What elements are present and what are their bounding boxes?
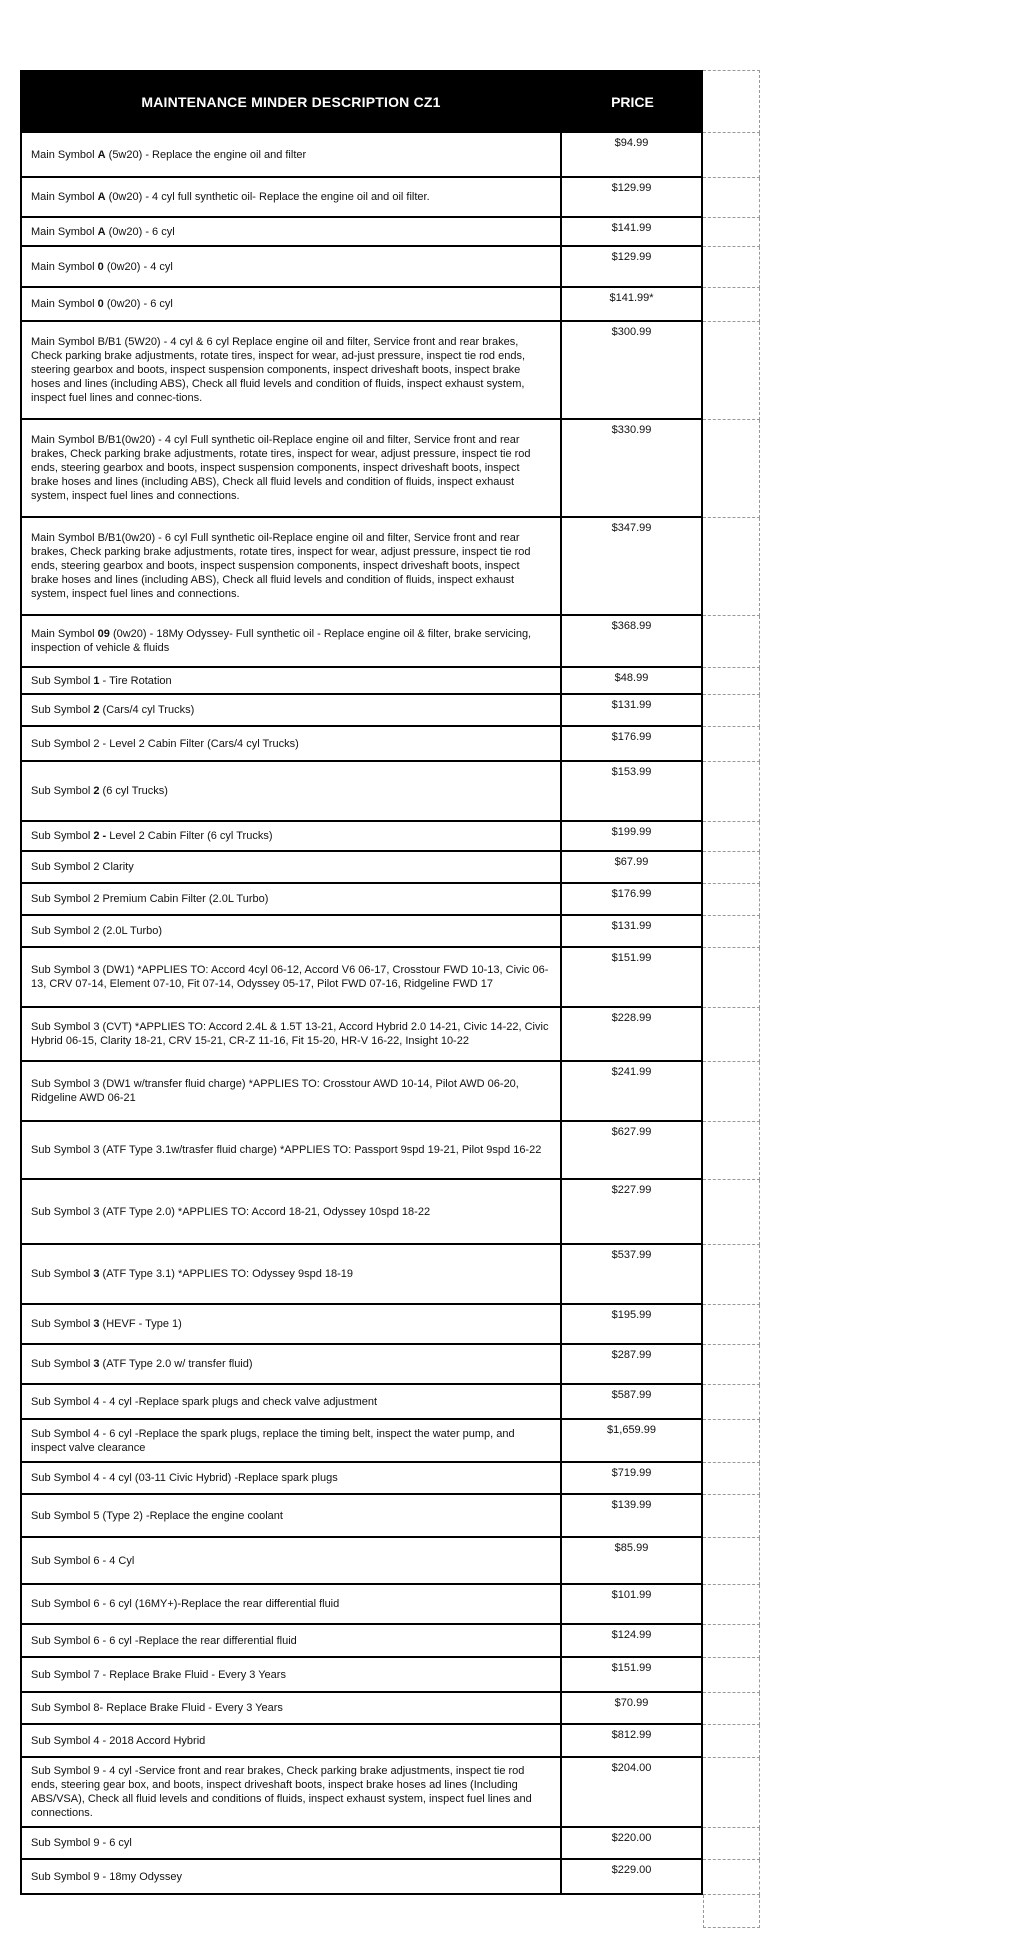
description-cell: Main Symbol A (0w20) - 6 cyl <box>22 218 562 245</box>
ghost-cell <box>703 322 760 420</box>
price-sheet <box>20 70 760 1928</box>
price-cell: $241.99 <box>611 1066 652 1078</box>
description-column-header: MAINTENANCE MINDER DESCRIPTION CZ1 <box>141 93 441 110</box>
table-row <box>20 1345 760 1385</box>
description-cell: Sub Symbol 3 (ATF Type 3.1w/trasfer fluid charge) *APPLIES TO: Passport 9spd 19-21, Pilot 9spd 16-22 <box>22 1122 562 1178</box>
table-row <box>20 1538 760 1585</box>
description-cell: Main Symbol 09 (0w20) - 18My Odyssey- Full synthetic oil - Replace engine oil & filter, brake servicing, inspection of vehicle & fluids <box>22 616 562 666</box>
price-cell: $368.99 <box>611 620 652 632</box>
ghost-cell <box>703 133 760 178</box>
price-cell: $131.99 <box>611 699 652 711</box>
price-cell: $141.99 <box>611 222 652 234</box>
table-row <box>20 695 760 727</box>
description-cell: Sub Symbol 2 - Level 2 Cabin Filter (6 cyl Trucks) <box>22 822 562 850</box>
description-cell: Sub Symbol 6 - 4 Cyl <box>22 1538 562 1583</box>
ghost-cell <box>703 852 760 884</box>
ghost-cell <box>703 1538 760 1585</box>
description-cell: Sub Symbol 7 - Replace Brake Fluid - Every 3 Years <box>22 1658 562 1691</box>
ghost-cell <box>703 948 760 1008</box>
price-cell: $48.99 <box>614 672 649 684</box>
description-cell: Sub Symbol 3 (DW1 w/transfer fluid charge) *APPLIES TO: Crosstour AWD 10-14, Pilot AWD 06-20, Ridgeline AWD 06-21 <box>22 1062 562 1120</box>
description-cell: Sub Symbol 9 - 6 cyl <box>22 1828 562 1858</box>
description-cell: Main Symbol B/B1(0w20) - 6 cyl Full synthetic oil-Replace engine oil and filter, Service front and rear brakes, Check parking brake adjustments, rotate tires, inspect for wear, adjust pressure, inspect tie rod ends, steering gearbox and boots, inspect suspension components, inspect driveshaft boots, inspect brake hoses and lines (including ABS), Check all fluid levels and condition of fluids, inspect exhaust system, inspect fuel lines and connections. <box>22 518 562 614</box>
price-cell: $151.99 <box>611 952 652 964</box>
ghost-cell <box>703 70 760 133</box>
ghost-cell <box>703 1625 760 1658</box>
ghost-cell <box>703 518 760 616</box>
table-row <box>20 1860 760 1895</box>
ghost-cell <box>703 1345 760 1385</box>
spacer <box>20 1895 703 1928</box>
ghost-cell <box>703 916 760 948</box>
description-cell: Sub Symbol 2 (Cars/4 cyl Trucks) <box>22 695 562 725</box>
ghost-cell <box>703 1758 760 1828</box>
description-cell: Sub Symbol 4 - 4 cyl (03-11 Civic Hybrid) -Replace spark plugs <box>22 1463 562 1493</box>
ghost-cell <box>703 884 760 916</box>
table-row <box>20 822 760 852</box>
ghost-cell <box>703 1180 760 1245</box>
table-row <box>20 1585 760 1625</box>
description-cell: Sub Symbol 3 (ATF Type 2.0 w/ transfer fluid) <box>22 1345 562 1383</box>
ghost-cell <box>703 1585 760 1625</box>
table-row <box>20 916 760 948</box>
table-row <box>20 322 760 420</box>
description-cell: Sub Symbol 6 - 6 cyl (16MY+)-Replace the rear differential fluid <box>22 1585 562 1623</box>
ghost-cell <box>703 695 760 727</box>
description-cell: Sub Symbol 3 (HEVF - Type 1) <box>22 1305 562 1343</box>
price-cell: $176.99 <box>611 888 652 900</box>
table-row <box>20 133 760 178</box>
price-cell: $153.99 <box>611 766 652 778</box>
price-cell: $227.99 <box>611 1184 652 1196</box>
description-cell: Sub Symbol 3 (ATF Type 3.1) *APPLIES TO: Odyssey 9spd 18-19 <box>22 1245 562 1303</box>
description-cell: Sub Symbol 3 (DW1) *APPLIES TO: Accord 4cyl 06-12, Accord V6 06-17, Crosstour FWD 10-13, Civic 06-13, CRV 07-14, Element 07-10, Fit 07-14, Odyssey 05-17, Pilot FWD 07-16, Ridgeline FWD 17 <box>22 948 562 1006</box>
ghost-cell <box>703 1245 760 1305</box>
ghost-cell <box>703 420 760 518</box>
ghost-cell <box>703 762 760 822</box>
price-cell: $67.99 <box>614 856 649 868</box>
description-cell: Main Symbol A (0w20) - 4 cyl full synthetic oil- Replace the engine oil and oil filter. <box>22 178 562 216</box>
table-rows <box>20 133 760 1895</box>
price-cell: $537.99 <box>611 1249 652 1261</box>
description-cell: Sub Symbol 4 - 2018 Accord Hybrid <box>22 1725 562 1756</box>
ghost-cell <box>703 1693 760 1725</box>
price-cell: $141.99* <box>609 292 654 304</box>
ghost-cell <box>703 668 760 695</box>
table-row <box>20 218 760 247</box>
table-row <box>20 1725 760 1758</box>
description-cell: Sub Symbol 3 (ATF Type 2.0) *APPLIES TO: Accord 18-21, Odyssey 10spd 18-22 <box>22 1180 562 1243</box>
description-cell: Sub Symbol 2 Premium Cabin Filter (2.0L Turbo) <box>22 884 562 914</box>
table-row <box>20 1495 760 1538</box>
price-cell: $151.99 <box>611 1662 652 1674</box>
description-cell: Sub Symbol 2 (6 cyl Trucks) <box>22 762 562 820</box>
table-row <box>20 852 760 884</box>
description-cell: Main Symbol B/B1(0w20) - 4 cyl Full synthetic oil-Replace engine oil and filter, Service front and rear brakes, Check parking brake adjustments, rotate tires, inspect for wear, adjust pressure, inspect tie rod ends, steering gearbox and boots, inspect suspension components, inspect driveshaft boots, inspect brake hoses and lines (including ABS), Check all fluid levels and condition of fluids, inspect exhaust system, inspect fuel lines and connections. <box>22 420 562 516</box>
price-cell: $101.99 <box>611 1589 652 1601</box>
price-cell: $129.99 <box>611 182 652 194</box>
table-row <box>20 948 760 1008</box>
description-cell: Main Symbol 0 (0w20) - 6 cyl <box>22 288 562 320</box>
price-column-header: PRICE <box>611 93 654 110</box>
table-row <box>20 1828 760 1860</box>
table-row <box>20 518 760 616</box>
ghost-cell <box>703 1495 760 1538</box>
description-cell: Sub Symbol 1 - Tire Rotation <box>22 668 562 693</box>
ghost-extra-row <box>20 1895 760 1928</box>
table-row <box>20 1305 760 1345</box>
price-cell: $195.99 <box>611 1309 652 1321</box>
ghost-cell <box>703 1385 760 1420</box>
table-row <box>20 1658 760 1693</box>
price-cell: $627.99 <box>611 1126 652 1138</box>
table-row <box>20 762 760 822</box>
price-cell: $176.99 <box>611 731 652 743</box>
ghost-cell <box>703 1463 760 1495</box>
table-row <box>20 1385 760 1420</box>
table-row <box>20 1180 760 1245</box>
ghost-cell <box>703 1725 760 1758</box>
description-cell: Sub Symbol 6 - 6 cyl -Replace the rear differential fluid <box>22 1625 562 1656</box>
table-row <box>20 616 760 668</box>
table-header-row <box>20 70 760 133</box>
description-cell: Sub Symbol 8- Replace Brake Fluid - Every 3 Years <box>22 1693 562 1723</box>
price-cell: $70.99 <box>614 1697 649 1709</box>
price-cell: $1,659.99 <box>607 1424 656 1436</box>
description-cell: Main Symbol B/B1 (5W20) - 4 cyl & 6 cyl Replace engine oil and filter, Service front and rear brakes, Check parking brake adjustments, rotate tires, inspect for wear, ad-just pressure, inspect tie rod ends, steering gearbox and boots, inspect suspension components, inspect driveshaft boots, inspect brake hoses and lines (including ABS), Check all fluid levels and condition of fluids, inspect exhaust system, inspect fuel lines and connec-tions. <box>22 322 562 418</box>
price-cell: $347.99 <box>611 522 652 534</box>
table-row <box>20 668 760 695</box>
table-row <box>20 727 760 762</box>
table-header <box>20 70 703 133</box>
ghost-cell <box>703 1895 760 1928</box>
ghost-cell <box>703 1122 760 1180</box>
ghost-cell <box>703 1062 760 1122</box>
price-cell: $229.00 <box>611 1864 652 1876</box>
description-cell: Main Symbol 0 (0w20) - 4 cyl <box>22 247 562 286</box>
ghost-cell <box>703 616 760 668</box>
price-cell: $719.99 <box>611 1467 652 1479</box>
description-cell: Sub Symbol 2 Clarity <box>22 852 562 882</box>
price-cell: $812.99 <box>611 1729 652 1741</box>
table-row <box>20 1463 760 1495</box>
table-row <box>20 1420 760 1463</box>
table-row <box>20 247 760 288</box>
ghost-cell <box>703 1828 760 1860</box>
ghost-cell <box>703 727 760 762</box>
price-cell: $131.99 <box>611 920 652 932</box>
description-cell: Sub Symbol 3 (CVT) *APPLIES TO: Accord 2.4L & 1.5T 13-21, Accord Hybrid 2.0 14-21, Civic 14-22, Civic Hybrid 06-15, Clarity 18-21, CRV 15-21, CR-Z 11-16, Fit 15-20, HR-V 16-22, Insight 10-22 <box>22 1008 562 1060</box>
table-row <box>20 178 760 218</box>
price-cell: $85.99 <box>614 1542 649 1554</box>
ghost-cell <box>703 1860 760 1895</box>
price-cell: $287.99 <box>611 1349 652 1361</box>
ghost-cell <box>703 1420 760 1463</box>
ghost-cell <box>703 178 760 218</box>
price-cell: $204.00 <box>611 1762 652 1774</box>
ghost-cell <box>703 1008 760 1062</box>
table-row <box>20 1245 760 1305</box>
description-cell: Sub Symbol 2 (2.0L Turbo) <box>22 916 562 946</box>
price-cell: $139.99 <box>611 1499 652 1511</box>
price-cell: $228.99 <box>611 1012 652 1024</box>
description-cell: Sub Symbol 4 - 4 cyl -Replace spark plugs and check valve adjustment <box>22 1385 562 1418</box>
price-cell: $94.99 <box>614 137 649 149</box>
ghost-cell <box>703 247 760 288</box>
description-cell: Sub Symbol 5 (Type 2) -Replace the engine coolant <box>22 1495 562 1536</box>
table-row <box>20 1625 760 1658</box>
table-row <box>20 1693 760 1725</box>
price-cell: $330.99 <box>611 424 652 436</box>
table-row <box>20 1062 760 1122</box>
price-cell: $199.99 <box>611 826 652 838</box>
price-cell: $300.99 <box>611 326 652 338</box>
table-row <box>20 1122 760 1180</box>
ghost-cell <box>703 288 760 322</box>
price-cell: $124.99 <box>611 1629 652 1641</box>
description-cell: Sub Symbol 4 - 6 cyl -Replace the spark plugs, replace the timing belt, inspect the water pump, and inspect valve clearance <box>22 1420 562 1461</box>
table-row <box>20 1758 760 1828</box>
ghost-cell <box>703 1305 760 1345</box>
table-row <box>20 1008 760 1062</box>
price-cell: $129.99 <box>611 251 652 263</box>
ghost-cell <box>703 1658 760 1693</box>
price-cell: $587.99 <box>611 1389 652 1401</box>
ghost-cell <box>703 218 760 247</box>
description-cell: Sub Symbol 9 - 18my Odyssey <box>22 1860 562 1893</box>
description-cell: Main Symbol A (5w20) - Replace the engine oil and filter <box>22 133 562 176</box>
table-row <box>20 420 760 518</box>
table-row <box>20 884 760 916</box>
description-cell: Sub Symbol 2 - Level 2 Cabin Filter (Cars/4 cyl Trucks) <box>22 727 562 760</box>
description-cell: Sub Symbol 9 - 4 cyl -Service front and rear brakes, Check parking brake adjustments, inspect tie rod ends, steering gear box, and boots, inspect driveshaft boots, inspect brake hoses ad lines (Including ABS/VSA), Check all fluid levels and conditions of fluids, inspect exhaust system, inspect fuel lines and connections. <box>22 1758 562 1826</box>
price-cell: $220.00 <box>611 1832 652 1844</box>
table-row <box>20 288 760 322</box>
ghost-cell <box>703 822 760 852</box>
